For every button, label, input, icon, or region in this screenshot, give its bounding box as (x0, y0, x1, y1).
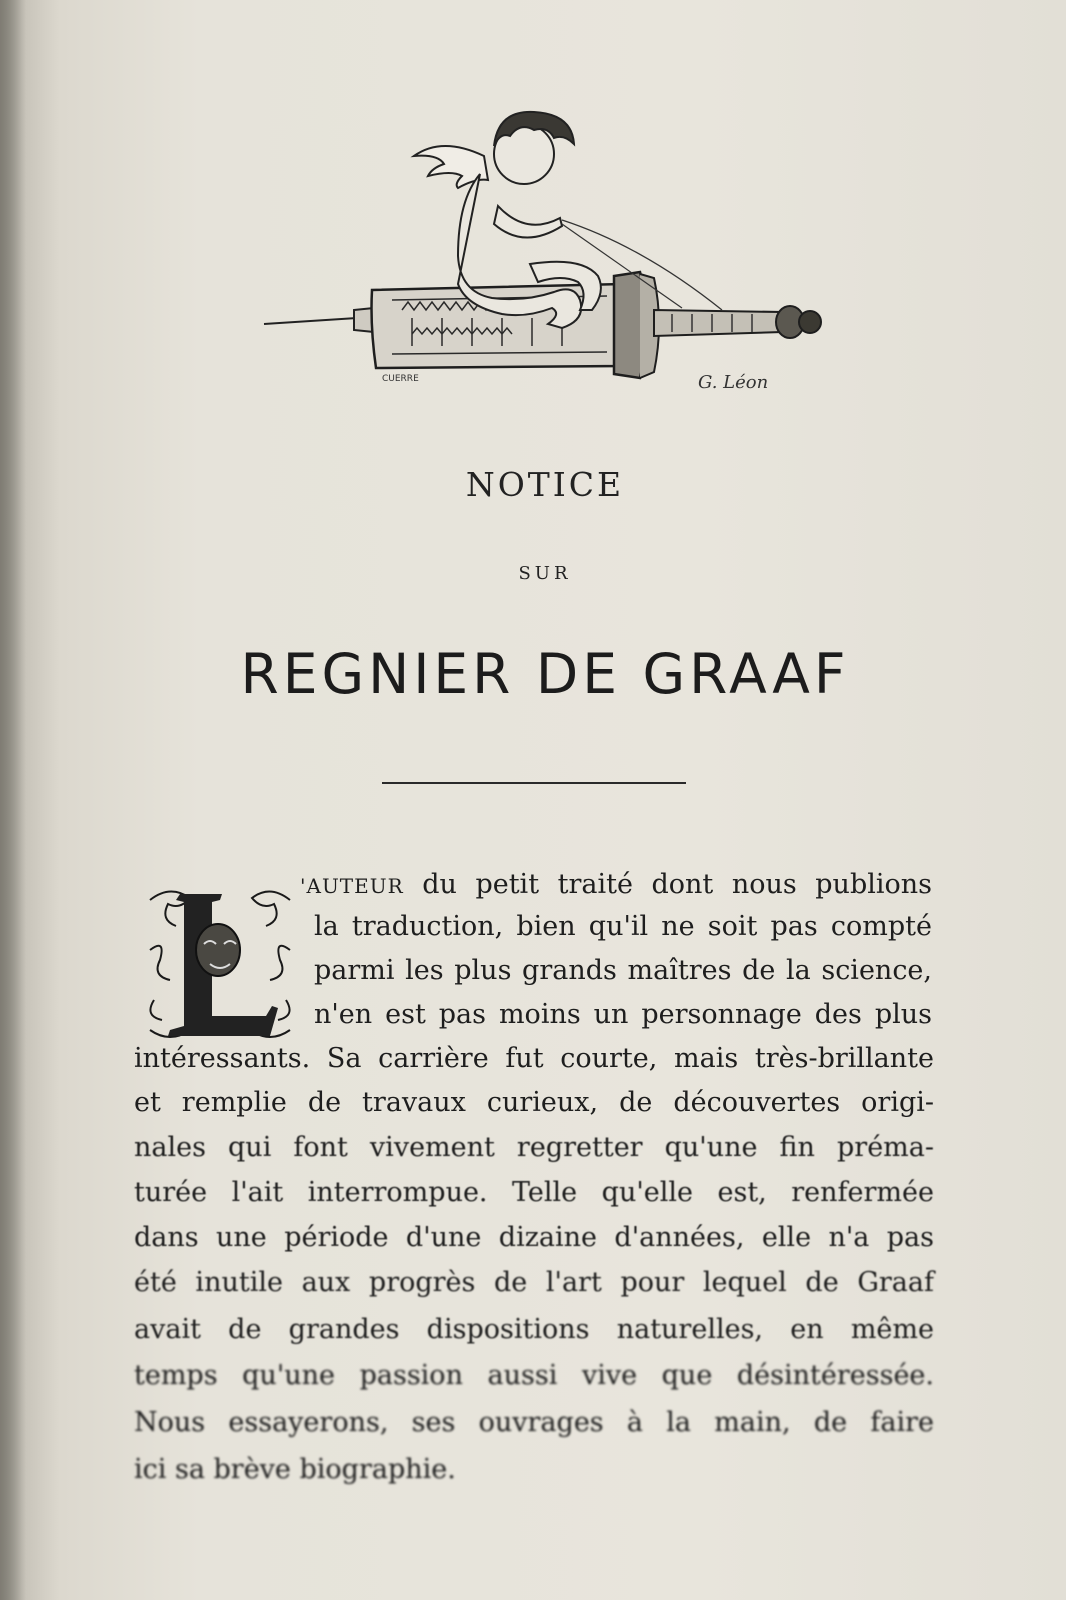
cherub-body (458, 174, 581, 328)
paragraph-line-2: la traduction, bien qu'il ne soit pas compté (314, 911, 932, 942)
paragraph-line-8: turée l'ait interrompue. Telle qu'elle est, renfermée (134, 1177, 934, 1208)
paragraph-line-3: parmi les plus grands maîtres de la science, (314, 955, 932, 986)
paragraph-line-14: ici sa brève biographie. (134, 1454, 456, 1485)
first-word-smallcaps: 'AUTEUR (300, 874, 404, 898)
paragraph-line-7: nales qui font vivement regretter qu'une fin préma- (134, 1132, 934, 1163)
paragraph-line-5: intéressants. Sa carrière fut courte, mais très-brillante (134, 1043, 934, 1074)
line-1-text: du petit traité dont nous publions (403, 869, 932, 900)
cherub-syringe-vignette (262, 96, 842, 406)
paragraph-line-6: et remplie de travaux curieux, de découvertes origi- (134, 1087, 934, 1118)
artist-signature: G. Léon (698, 372, 769, 393)
paragraph-line-12: temps qu'une passion aussi vive que désintéressée. (134, 1360, 934, 1391)
ornamental-drop-cap (140, 880, 300, 1048)
cherub-arm (494, 206, 562, 238)
heading-sur: SUR (518, 563, 572, 584)
spine-shadow (0, 0, 26, 1600)
paragraph-line-13: Nous essayerons, ses ouvrages à la main, de faire (134, 1407, 934, 1438)
paragraph-line-1 (300, 866, 932, 904)
syringe-plunger (654, 310, 782, 336)
engraver-mark: CUERRE (382, 374, 419, 384)
paragraph-line-11: avait de grandes dispositions naturelles, en même (134, 1314, 934, 1345)
heading-subject-name: REGNIER DE GRAAF (240, 642, 850, 706)
drop-cap-letter: L (140, 880, 141, 881)
syringe-needle (264, 318, 357, 324)
heading-rule (382, 782, 686, 784)
paragraph-line-10: été inutile aux progrès de l'art pour lequel de Graaf (134, 1267, 934, 1298)
paragraph-line-9: dans une période d'une dizaine d'années, elle n'a pas (134, 1222, 934, 1253)
paragraph-line-4: n'en est pas moins un personnage des plus (314, 999, 932, 1030)
heading-notice: NOTICE (465, 465, 625, 504)
